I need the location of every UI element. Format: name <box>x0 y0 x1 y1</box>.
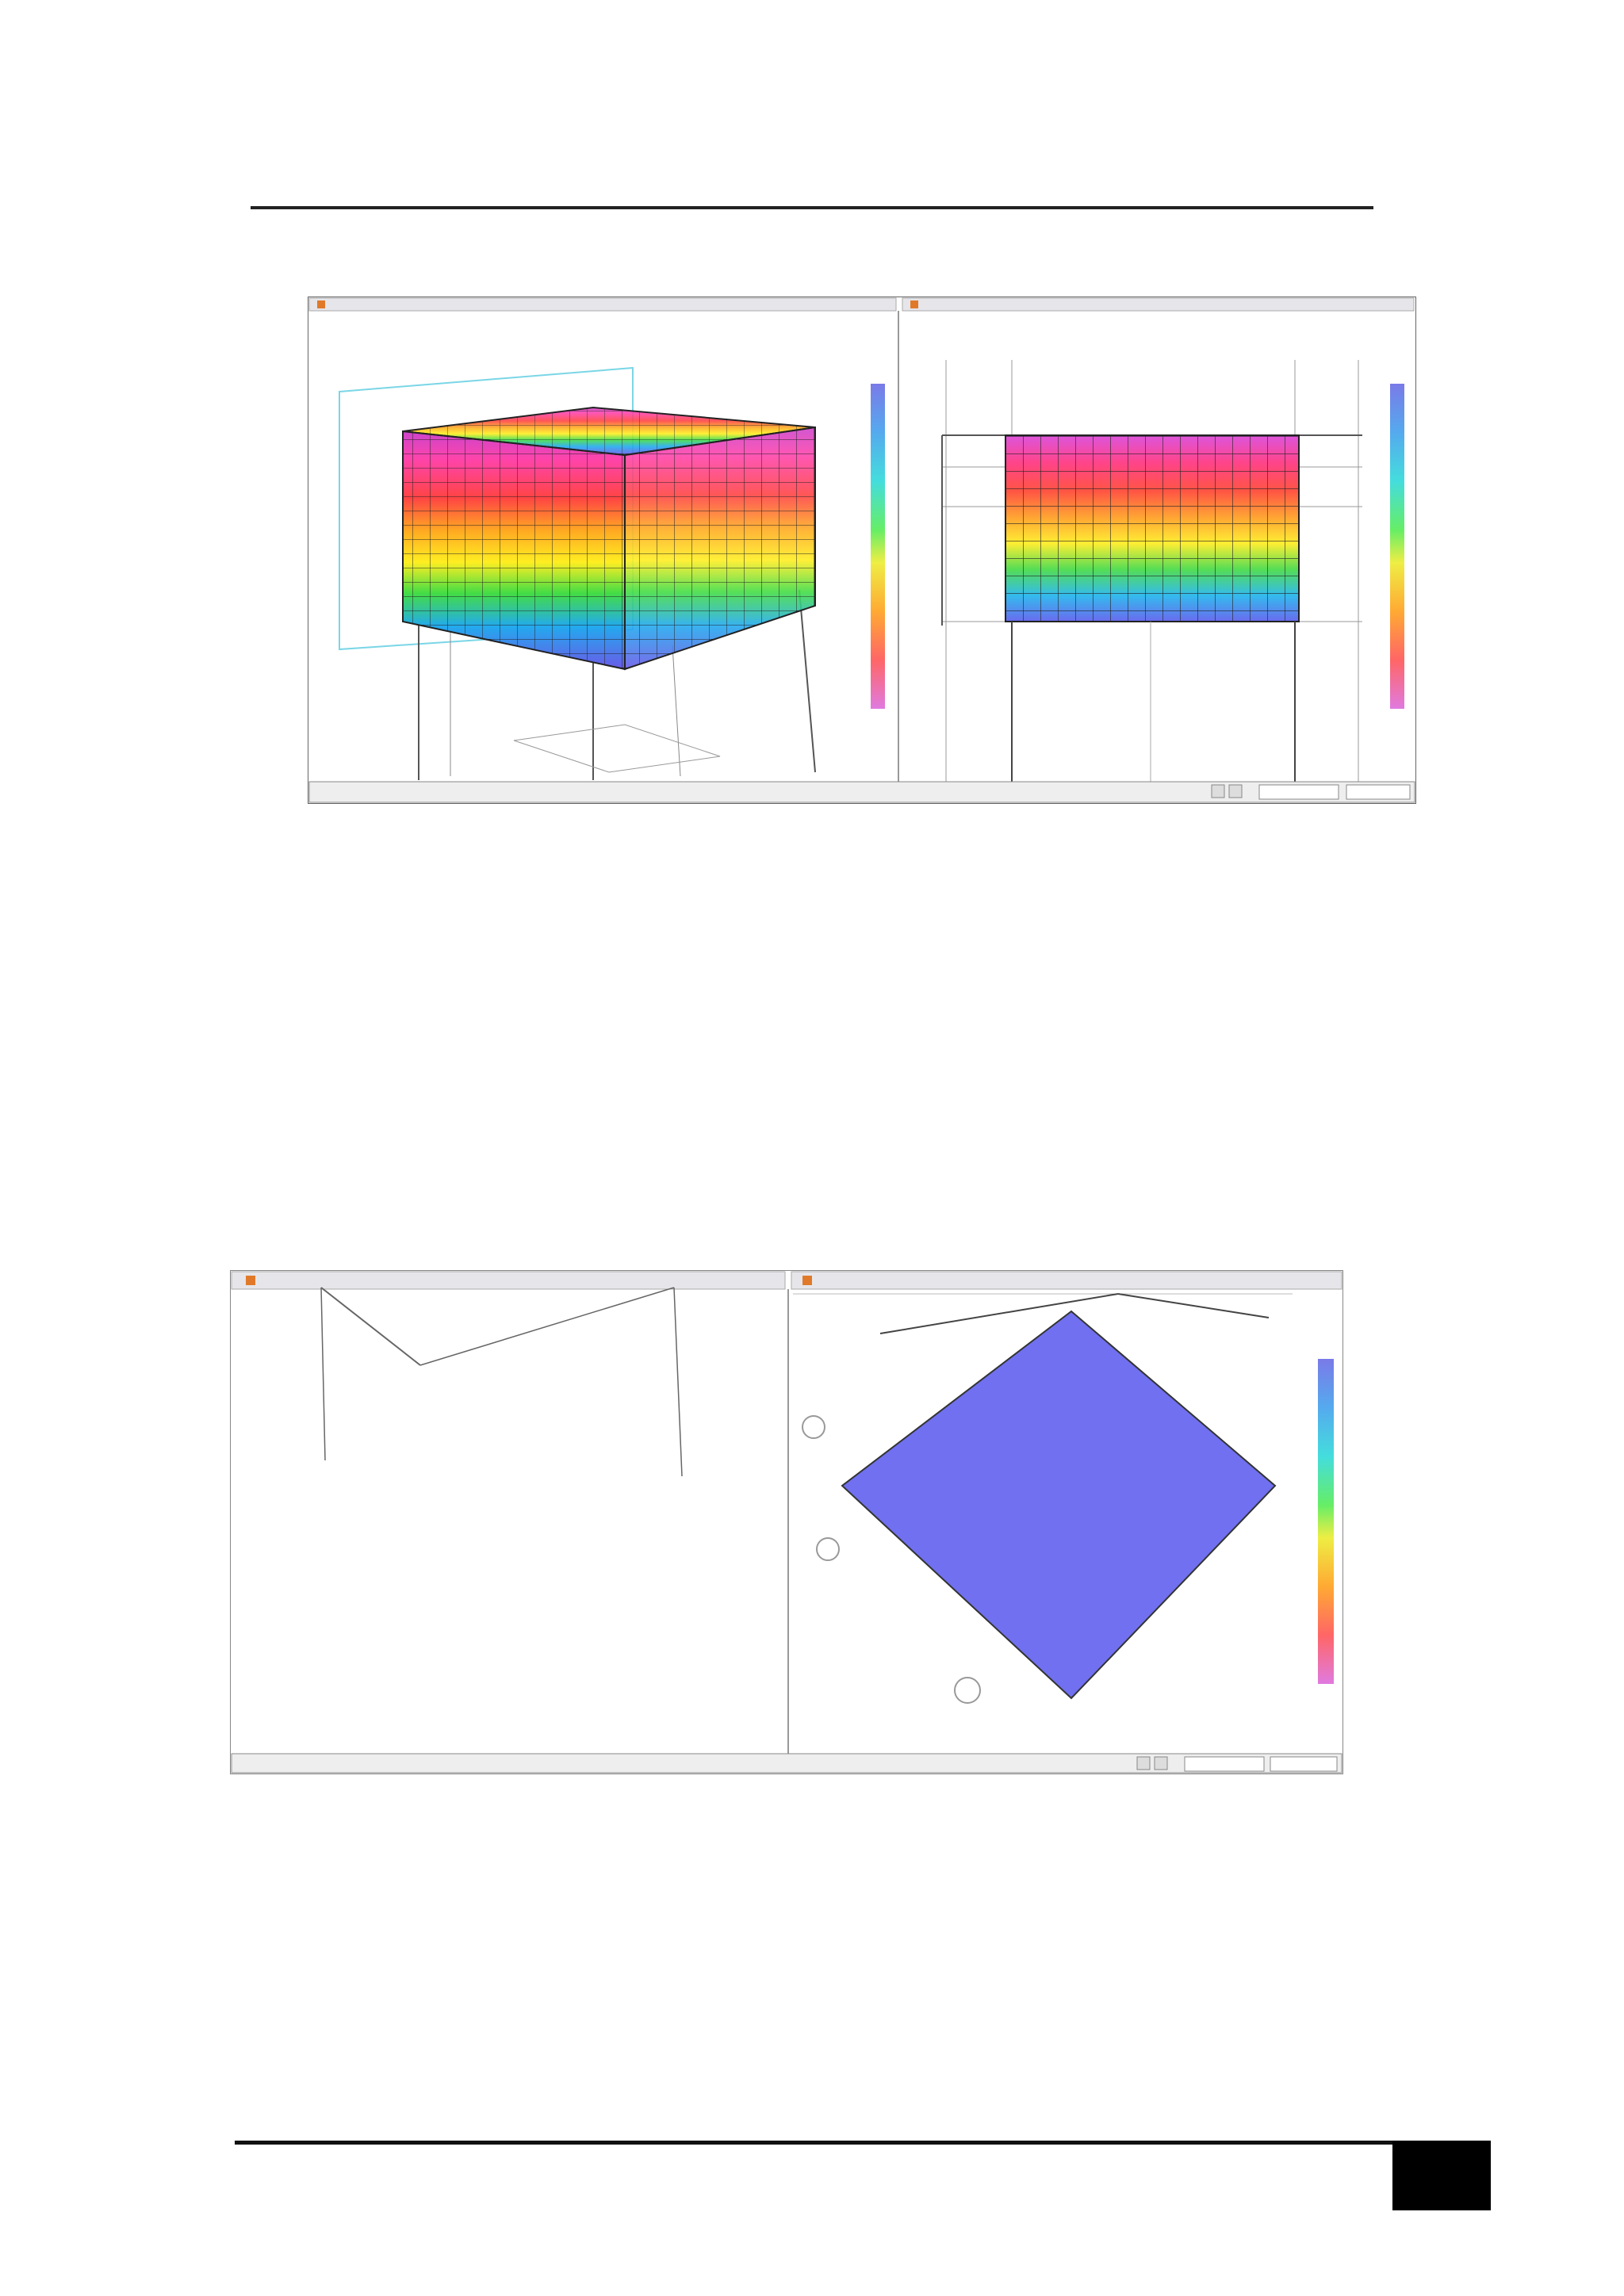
fig1-next-button[interactable] <box>1229 785 1242 798</box>
fig1-units-select[interactable] <box>1346 785 1410 799</box>
fig1-left-legend <box>871 384 885 709</box>
fig2-prev-button[interactable] <box>1137 1757 1150 1770</box>
header-divider <box>251 206 1373 209</box>
fig1-coord-select[interactable] <box>1259 785 1339 799</box>
fig2-coord-select[interactable] <box>1185 1757 1264 1771</box>
fig2-next-button[interactable] <box>1155 1757 1167 1770</box>
page-number <box>1392 2141 1491 2210</box>
figure-water-pressure <box>308 297 1416 804</box>
fig1-prev-button[interactable] <box>1212 785 1224 798</box>
fig1-right-legend <box>1390 384 1404 709</box>
fig2-units-select[interactable] <box>1270 1757 1337 1771</box>
figure-water-pressure-image <box>308 297 1416 804</box>
footer-divider <box>235 2141 1392 2145</box>
figure-soil-load-image <box>230 1270 1343 1774</box>
figure-soil-load <box>230 1270 1343 1774</box>
section-heading <box>379 996 404 1029</box>
fig2-right-legend <box>1318 1359 1334 1684</box>
